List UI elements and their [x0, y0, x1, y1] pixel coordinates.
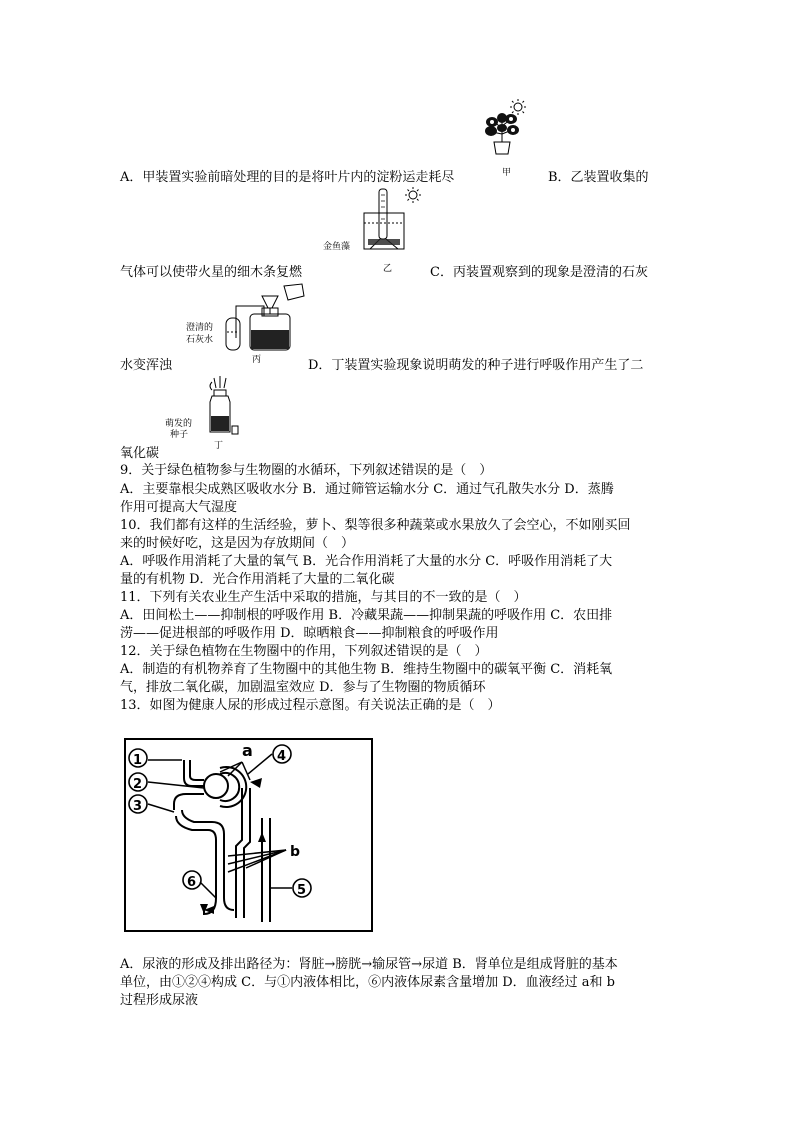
figure-yi-beaker [360, 185, 426, 255]
figure-bing-caption: 丙 [252, 355, 262, 365]
q10-options-line2: 量的有机物 D．光合作用消耗了大量的二氧化碳 [120, 572, 395, 587]
figure-ding-caption: 丁 [214, 441, 224, 451]
q12-options-line1: A．制造的有机物养育了生物圈中的其他生物 B．维持生物圈中的碳氧平衡 C．消耗氧 [120, 662, 613, 677]
q8-line4: 氧化碳 [120, 446, 160, 461]
q12-options-line2: 气，排放二氧化碳，加剧温室效应 D．参与了生物圈的物质循环 [120, 680, 486, 695]
figure-jia-caption: 甲 [502, 168, 512, 178]
q11-stem: 11．下列有关农业生产生活中采取的措施，与其目的不一致的是（ ） [120, 590, 527, 605]
q13-options-line1: A．尿液的形成及排出路径为：肾脏→膀胱→输尿管→尿道 B．肾单位是组成肾脏的基本 [120, 957, 618, 972]
figure-bing-label-line2: 石灰水 [186, 335, 214, 345]
kidney-label-6: 6 [187, 875, 197, 890]
figure-yi-caption: 乙 [383, 264, 393, 274]
kidney-nephron-diagram [124, 738, 374, 934]
q11-options-line2: 涝——促进根部的呼吸作用 D．晾晒粮食——抑制粮食的呼吸作用 [120, 626, 499, 641]
q13-stem: 13．如图为健康人尿的形成过程示意图。有关说法正确的是（ ） [120, 698, 501, 713]
kidney-label-4: 4 [277, 749, 287, 764]
kidney-label-1: 1 [133, 753, 143, 768]
kidney-label-2: 2 [133, 777, 143, 792]
figure-ding-bottle [200, 374, 246, 438]
q8-line2-a: 气体可以使带火星的细木条复燃 [120, 265, 303, 280]
q9-options-line1: A．主要靠根尖成熟区吸收水分 B．通过筛管运输水分 C．通过气孔散失水分 D．蒸腾 [120, 482, 614, 497]
q10-stem-line2: 来的时候好吃，这是因为存放期间（ ） [120, 536, 355, 551]
figure-bing-label-line1: 澄清的 [186, 323, 214, 333]
kidney-label-5: 5 [297, 883, 307, 898]
q13-options-line3: 过程形成尿液 [120, 993, 199, 1008]
q9-stem: 9．关于绿色植物参与生物圈的水循环，下列叙述错误的是（ ） [120, 463, 493, 478]
figure-yi-label: 金鱼藻 [323, 242, 351, 252]
q9-options-line2: 作用可提高大气湿度 [120, 500, 238, 515]
q10-stem-line1: 10．我们都有这样的生活经验，萝卜、梨等很多种蔬菜或水果放久了会空心，不如刚买回 [120, 518, 631, 533]
q8-line3-b: D．丁装置实验现象说明萌发的种子进行呼吸作用产生了二 [308, 358, 644, 373]
figure-bing-apparatus [218, 282, 308, 354]
figure-ding-label-line2: 种子 [170, 430, 189, 440]
q11-options-line1: A．田间松土——抑制根的呼吸作用 B．冷藏果蔬——抑制果蔬的呼吸作用 C．农田排 [120, 608, 613, 623]
q8-line1-b: B．乙装置收集的 [548, 170, 649, 185]
figure-ding-label-line1: 萌发的 [165, 419, 193, 429]
q12-stem: 12．关于绿色植物在生物圈中的作用，下列叙述错误的是（ ） [120, 644, 488, 659]
q8-line3-a: 水变浑浊 [120, 358, 173, 373]
q13-options-line2: 单位，由①②④构成 C．与①内液体相比，⑥内液体尿素含量增加 D．血液经过 a和 b [120, 975, 615, 990]
q10-options-line1: A．呼吸作用消耗了大量的氧气 B．光合作用消耗了大量的水分 C．呼吸作用消耗了大 [120, 554, 613, 569]
q8-line1-a: A．甲装置实验前暗处理的目的是将叶片内的淀粉运走耗尽 [120, 170, 455, 185]
kidney-letter-b: b [290, 844, 301, 860]
figure-jia-potted-plant [480, 98, 540, 162]
kidney-letter-a: a [242, 741, 253, 760]
q8-line2-b: C．丙装置观察到的现象是澄清的石灰 [430, 265, 648, 280]
kidney-label-3: 3 [133, 799, 143, 814]
